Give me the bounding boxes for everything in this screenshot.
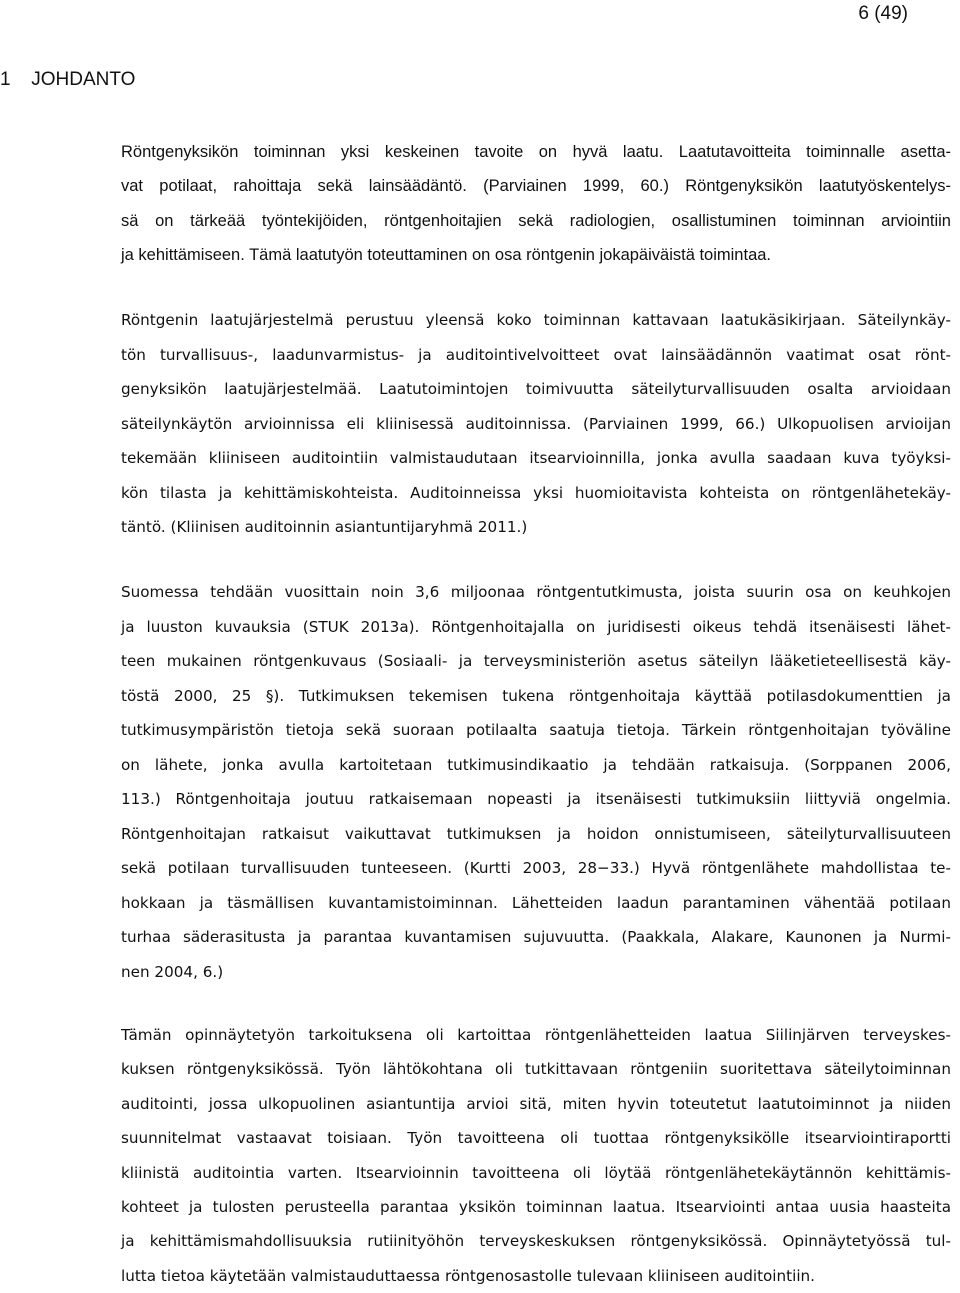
text-line: Suomessa tehdään vuosittain noin 3,6 miljoonaa röntgentutkimusta, joista suurin osa on keuhkojen <box>121 583 951 601</box>
text-line: kuksen röntgenyksikössä. Työn lähtökohtana oli tutkittavaan röntgeniin suoritettava säteilytoiminnan <box>121 1060 951 1079</box>
text-line: kohteet ja tulosten perusteella parantaa yksikön toiminnan laatua. Itsearviointi antaa uusia haasteita <box>121 1198 951 1217</box>
text-line: hokkaan ja täsmällisen kuvantamistoiminnan. Lähetteiden laadun parantaminen vähentää potilaan <box>121 893 951 912</box>
paragraph-4 <box>121 1018 951 1293</box>
text-line: täntö. (Kliinisen auditoinnin asiantuntijaryhmä 2011.) <box>121 518 528 536</box>
text-line: kön tilasta ja kehittämiskohteista. Auditoinneissa yksi huomioitavista kohteista on röntgenlähetekäy- <box>121 483 951 502</box>
text-line: ja kehittämismahdollisuuksia rutiinityöhön terveyskeskuksen röntgenyksikössä. Opinnäytetyössä tul- <box>121 1232 951 1251</box>
text-line: Röntgenyksikön toiminnan yksi keskeinen tavoite on hyvä laatu. Laatutavoitteita toiminnalle asetta- <box>121 143 951 161</box>
text-line: tekemään kliiniseen auditointiin valmistaudutaan itsearvioinnilla, jonka avulla saadaan kuva työyksi- <box>121 449 951 467</box>
text-line: sä on tärkeää työntekijöiden, röntgenhoitajien sekä radiologien, osallistuminen toiminnan arviointiin <box>121 211 951 230</box>
text-line: suunnitelmat vastaavat toisiaan. Työn tavoitteena oli tuottaa röntgenyksikölle itsearviointiraportti <box>121 1129 951 1148</box>
text-line: nen 2004, 6.) <box>121 963 224 982</box>
text-line: ja kehittämiseen. Tämä laatutyön toteuttaminen on osa röntgenin jokapäiväistä toimintaa. <box>121 245 772 264</box>
chapter-title: JOHDANTO <box>31 69 136 90</box>
text-line: tön turvallisuus-, laadunvarmistus- ja auditointivelvoitteet ovat lainsäädännön vaatimat osat rönt- <box>121 345 951 364</box>
text-line: lutta tietoa käytetään valmistauduttaessa röntgenosastolle tulevaan kliiniseen auditointiin. <box>121 1266 816 1285</box>
text-line: genyksikön laatujärjestelmää. Laatutoimintojen toimivuutta säteilyturvallisuuden osalta arvioidaan <box>121 380 951 398</box>
text-line: teen mukainen röntgenkuvaus (Sosiaali- ja terveysministeriön asetus säteilyn lääketieteellisestä käy- <box>121 652 951 671</box>
paragraph-1 <box>121 135 951 272</box>
text-line: Röntgenin laatujärjestelmä perustuu yleensä koko toiminnan kattavaan laatukäsikirjaan. Säteilynkäy- <box>121 311 951 329</box>
text-line: auditointi, jossa ulkopuolinen asiantuntija arvioi sitä, miten hyvin toteutetut laatutoiminnot ja niiden <box>121 1094 951 1113</box>
text-line: kliinistä auditointia varten. Itsearvioinnin tavoitteena oli löytää röntgenlähetekäytännön kehittämis- <box>121 1163 951 1182</box>
text-line: 113.) Röntgenhoitaja joutuu ratkaisemaan nopeasti ja itsenäisesti tutkimuksiin liittyviä ongelmia. <box>121 790 951 809</box>
text-line: töstä 2000, 25 §). Tutkimuksen tekemisen tukena röntgenhoitaja käyttää potilasdokumenttien ja <box>121 686 951 705</box>
text-line: säteilynkäytön arvioinnissa eli kliinisessä auditoinnissa. (Parviainen 1999, 66.) Ulkopuolisen arvioijan <box>121 414 951 433</box>
text-line: on lähete, jonka avulla kartoitetaan tutkimusindikaatio ja tehdään ratkaisuja. (Sorppanen 2006, <box>121 755 951 774</box>
text-line: vat potilaat, rahoittaja sekä lainsäädäntö. (Parviainen 1999, 60.) Röntgenyksikön laatutyöskentelys- <box>121 177 951 196</box>
chapter-number: 1 <box>0 69 11 90</box>
paragraph-2 <box>121 303 951 545</box>
text-line: Tämän opinnäytetyön tarkoituksena oli kartoittaa röntgenlähetteiden laatua Siilinjärven terveyskes- <box>121 1026 951 1044</box>
text-line: sekä potilaan turvallisuuden tunteeseen. (Kurtti 2003, 28−33.) Hyvä röntgenlähete mahdollistaa te- <box>121 859 951 878</box>
text-line: turhaa säderasitusta ja parantaa kuvantamisen sujuvuutta. (Paakkala, Alakare, Kaunonen ja Nurmi- <box>121 928 951 947</box>
text-line: ja luuston kuvauksia (STUK 2013a). Röntgenhoitajalla on juridisesti oikeus tehdä itsenäisesti lähet- <box>121 617 951 636</box>
chapter-heading <box>0 68 135 92</box>
paragraph-3 <box>121 575 951 990</box>
text-line: tutkimusympäristön tietoja sekä suoraan potilaalta saatuja tietoja. Tärkein röntgenhoitajan työväline <box>121 721 951 740</box>
page-number: 6 (49) <box>858 3 908 24</box>
text-line: Röntgenhoitajan ratkaisut vaikuttavat tutkimuksen ja hoidon onnistumiseen, säteilyturvallisuuteen <box>121 824 951 843</box>
